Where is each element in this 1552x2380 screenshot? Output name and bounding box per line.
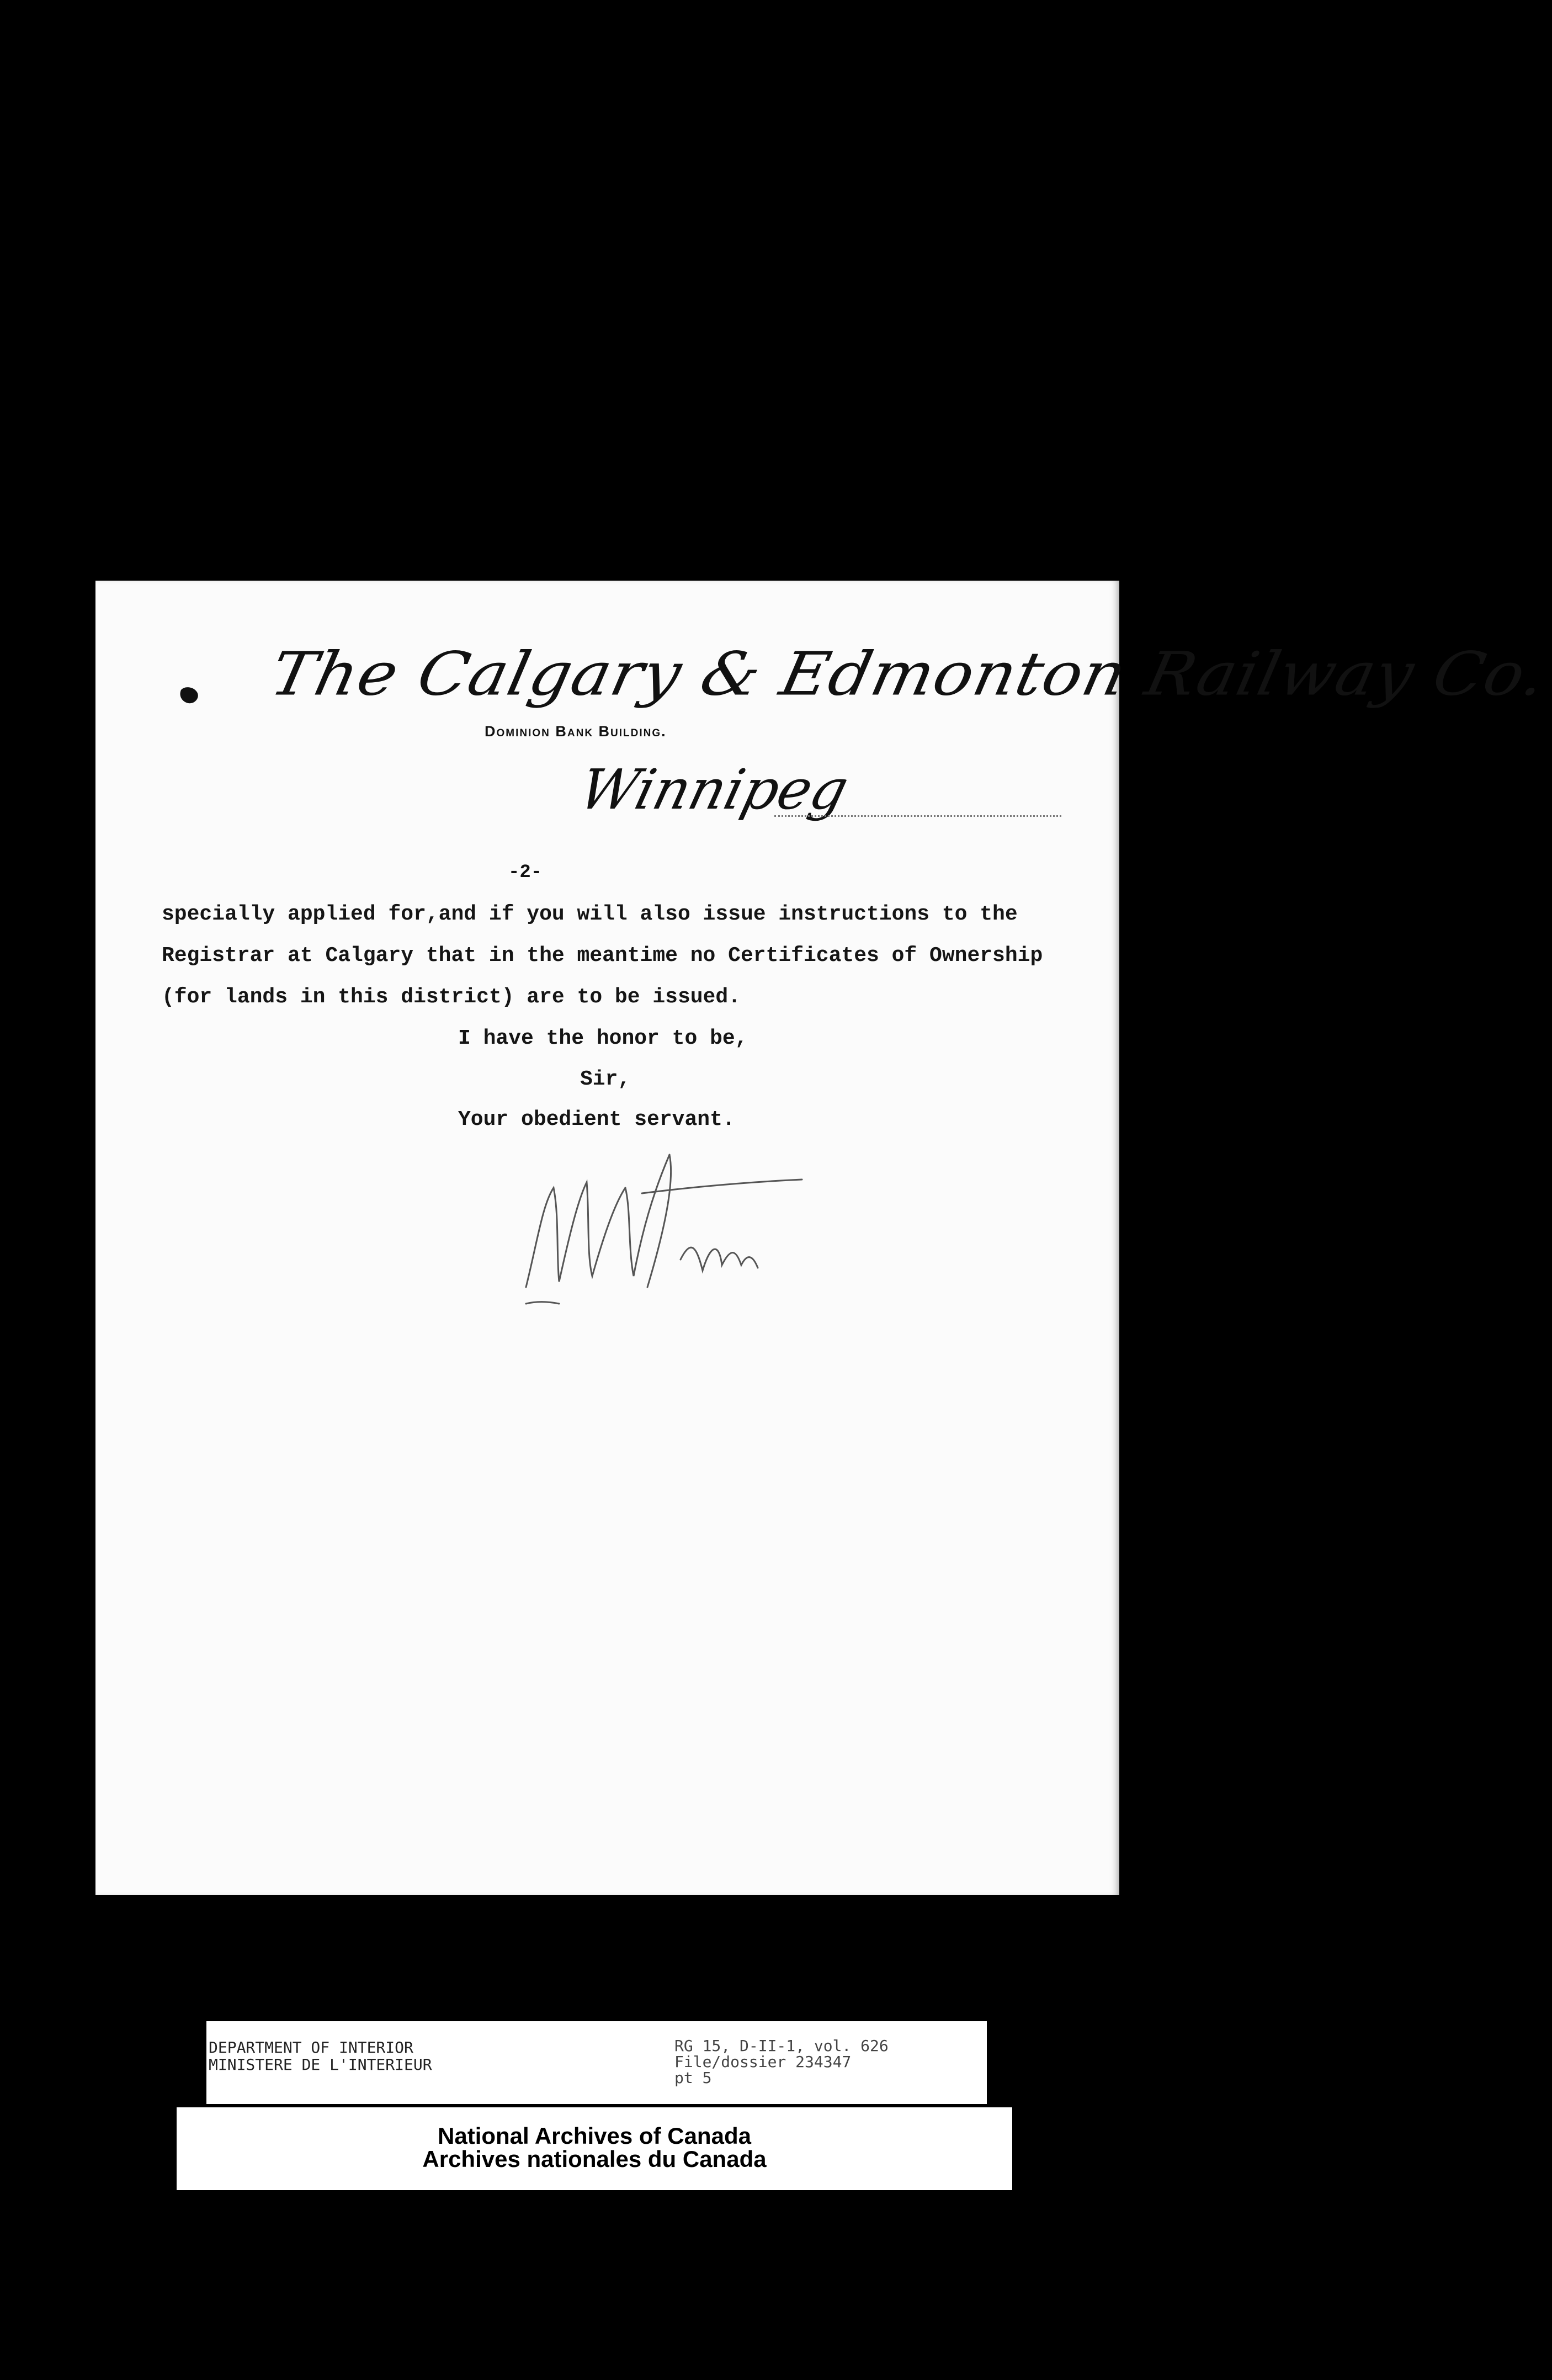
- archive-name-en: National Archives of Canada: [438, 2123, 751, 2149]
- archive-banner: [177, 2107, 1012, 2190]
- date-line: [774, 815, 1061, 817]
- reference-block: [674, 2038, 889, 2086]
- body-line-1: specially applied for,and if you will also issue instructions to the: [162, 902, 1018, 926]
- department-block: [209, 2039, 432, 2073]
- archive-reference-tag: [206, 2021, 987, 2104]
- reference-line-2: File/dossier 234347: [674, 2053, 852, 2071]
- page-number: -2-: [508, 862, 543, 883]
- reference-line-3: pt 5: [674, 2069, 712, 2087]
- letterhead-address: Dominion Bank Building.: [485, 723, 667, 740]
- body-line-3: (for lands in this district) are to be issued.: [162, 985, 741, 1009]
- body-line-2: Registrar at Calgary that in the meantime no Certificates of Ownership: [162, 944, 1043, 968]
- letterhead-city: Winnipeg: [573, 757, 855, 822]
- letterhead-company: The Calgary & Edmonton Railway Co.: [264, 639, 1552, 709]
- closing-honor: I have the honor to be,: [458, 1027, 748, 1050]
- closing-sir: Sir,: [580, 1067, 631, 1091]
- department-fr: MINISTERE DE L'INTERIEUR: [209, 2055, 432, 2074]
- closing-servant: Your obedient servant.: [458, 1108, 735, 1131]
- department-en: DEPARTMENT OF INTERIOR: [209, 2038, 413, 2057]
- reference-line-1: RG 15, D-II-1, vol. 626: [674, 2037, 889, 2055]
- ink-blot: [178, 684, 200, 706]
- letter-page: [95, 581, 1552, 1895]
- signature-image: [504, 1122, 813, 1309]
- archive-name-fr: Archives nationales du Canada: [422, 2146, 767, 2172]
